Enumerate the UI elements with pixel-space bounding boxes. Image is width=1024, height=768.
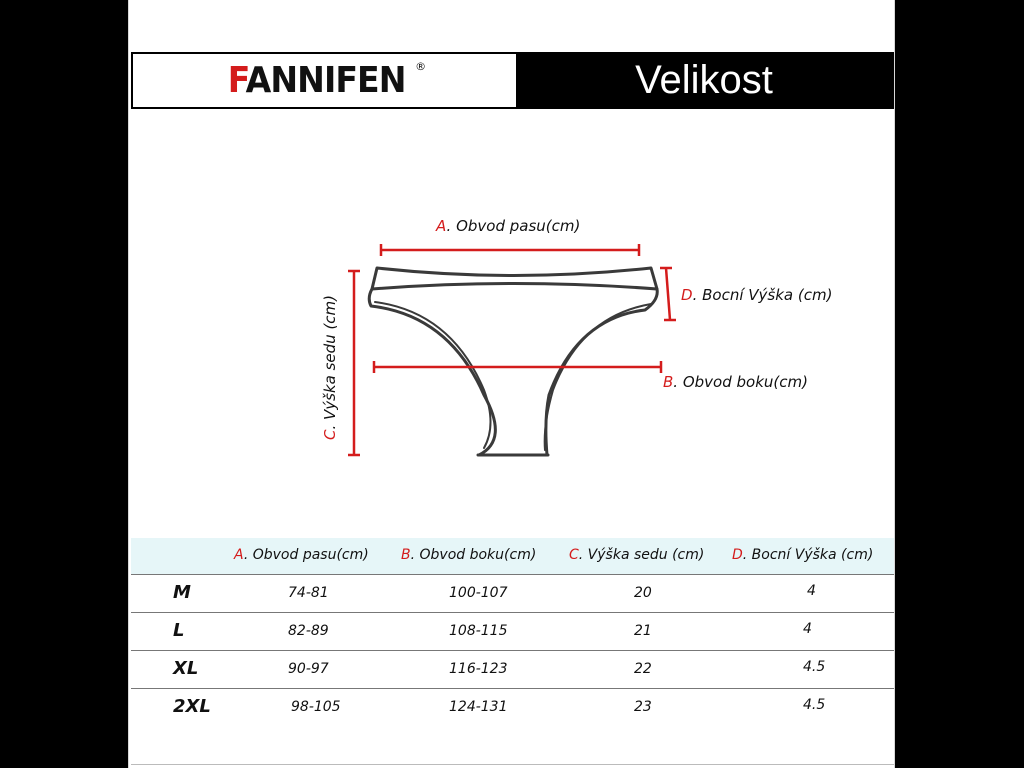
- side-height-cell: 4: [803, 621, 812, 637]
- hip-cell: 116-123: [449, 661, 508, 677]
- hip-cell: 124-131: [449, 699, 508, 715]
- hip-cell: 100-107: [449, 585, 508, 601]
- col-header-side-height: D. Bocní Výška (cm): [732, 547, 874, 563]
- garment-outline: [369, 268, 657, 455]
- size-cell: 2XL: [173, 696, 211, 717]
- brand-name: FANNIFEN: [227, 60, 406, 101]
- registered-mark: ®: [415, 60, 427, 73]
- table-row: [131, 650, 894, 688]
- rise-cell: 23: [634, 699, 652, 715]
- table-row: [131, 612, 894, 650]
- table-row: [131, 574, 894, 612]
- col-header-waist: A. Obvod pasu(cm): [234, 547, 369, 563]
- panties-illustration: [129, 0, 896, 530]
- side-height-cell: 4: [807, 583, 816, 599]
- table-header: [131, 538, 894, 574]
- size-cell: XL: [173, 658, 199, 679]
- waist-measure: [381, 244, 639, 256]
- waist-cell: 82-89: [288, 623, 329, 639]
- rise-cell: 21: [634, 623, 652, 639]
- rise-cell: 22: [634, 661, 652, 677]
- hip-cell: 108-115: [449, 623, 508, 639]
- col-header-hip: B. Obvod boku(cm): [401, 547, 537, 563]
- label-waist: A. Obvod pasu(cm): [436, 217, 581, 235]
- page-title: Velikost: [635, 58, 773, 102]
- size-cell: L: [173, 620, 185, 641]
- waist-cell: 98-105: [291, 699, 341, 715]
- measurement-diagram: [129, 0, 896, 530]
- label-hip: B. Obvod boku(cm): [663, 373, 808, 391]
- label-rise: C. Výška sedu (cm): [321, 294, 339, 440]
- label-side-height: D. Bocní Výška (cm): [681, 286, 833, 304]
- side-height-measure: [660, 268, 676, 320]
- col-header-rise: C. Výška sedu (cm): [569, 547, 705, 563]
- waist-cell: 90-97: [288, 661, 329, 677]
- rise-cell: 20: [634, 585, 652, 601]
- waist-cell: 74-81: [288, 585, 329, 601]
- side-height-cell: 4.5: [803, 659, 826, 675]
- size-cell: M: [173, 582, 191, 603]
- size-chart-sheet: [128, 0, 895, 768]
- size-table: [131, 538, 894, 765]
- table-row: [131, 688, 894, 726]
- side-height-cell: 4.5: [803, 697, 826, 713]
- table-footer-spacer: [131, 726, 894, 765]
- rise-measure: [348, 271, 360, 455]
- hip-measure: [374, 361, 661, 373]
